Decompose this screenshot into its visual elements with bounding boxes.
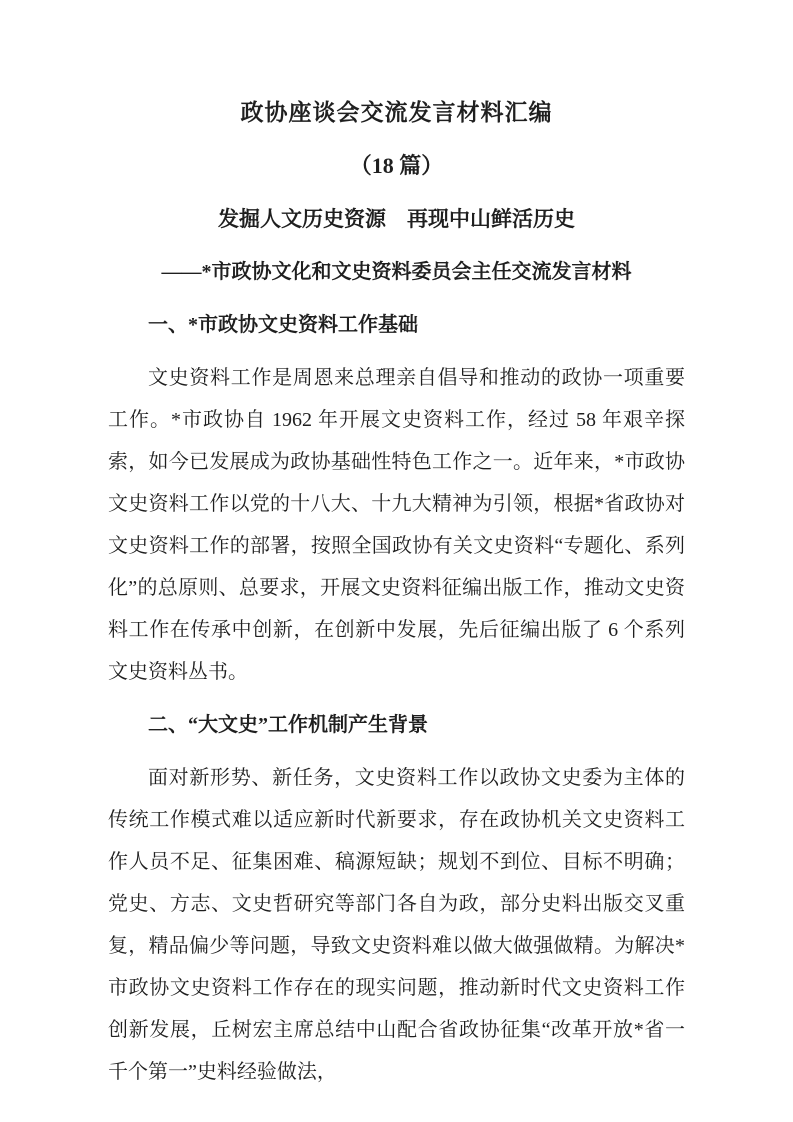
piece-count: （18 篇）	[349, 153, 444, 178]
section-2-heading: 二、“大文史”工作机制产生背景	[148, 714, 428, 736]
section-2-paragraph: 面对新形势、新任务，文史资料工作以政协文史委为主体的传统工作模式难以适应新时代新要求，存在政协机关文史资料工作人员不足、征集困难、稿源短缺；规划不到位、目标不明确；党史、方志、文史哲研究等部门各自为政，部分史料出版交叉重复，精品偏少等问题，导致文史资料难以做大做强做精。为解决*市政协文史资料工作存在的现实问题，推动新时代文史资料工作创新发展，丘树宏主席总结中山配合省政协征集“改革开放*省一千个第一”史料经验做法，	[108, 767, 685, 1083]
section-1-heading: 一、*市政协文史资料工作基础	[148, 314, 418, 336]
document-title: 政协座谈会交流发言材料汇编	[240, 100, 553, 125]
article-title: 发掘人文历史资源 再现中山鲜活历史	[218, 207, 575, 231]
article-byline: ——*市政协文化和文史资料委员会主任交流发言材料	[161, 261, 632, 283]
section-1-paragraph: 文史资料工作是周恩来总理亲自倡导和推动的政协一项重要工作。*市政协自 1962 年开展文史资料工作，经过 58 年艰辛探索，如今已发展成为政协基础性特色工作之一。近年来，*市政协文史资料工作以党的十八大、十九大精神为引领，根据*省政协对文史资料工作的部署，按照全国政协有关文史资料“专题化、系列化”的总原则、总要求，开展文史资料征编出版工作，推动文史资料工作在传承中创新，在创新中发展，先后征编出版了 6 个系列文史资料丛书。	[108, 367, 685, 683]
